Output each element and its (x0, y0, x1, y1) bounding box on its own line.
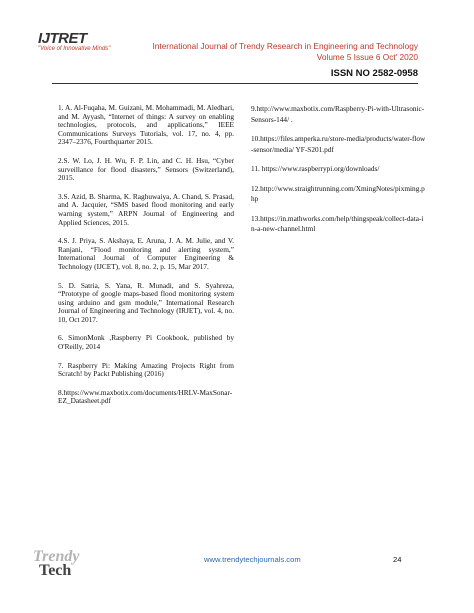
reference-9[interactable]: 9.http://www.maxbotix.com/Raspberry-Pi-with-Ultrasonic-Sensors-144/ . (251, 104, 425, 124)
reference-5: 5. D. Satria, S. Yana, R. Munadi, and S. Syahreza, “Prototype of google maps-based flood monitoring system using arduino and gsm module,” International Research Journal of Engineering and Technology (IRJET), vol. 4, no. 10, Oct 2017. (58, 280, 234, 324)
footer-logo-bottom: Tech (39, 562, 72, 579)
journal-logo (38, 30, 110, 52)
journal-header (152, 41, 418, 63)
reference-11[interactable]: 11. https://www.raspberrypi.org/downloads/ (251, 164, 380, 173)
issn-number: ISSN NO 2582-0958 (330, 68, 418, 79)
footer-logo-top: Trendy (33, 548, 80, 565)
reference-4: 4.S. J. Priya, S. Akshaya, E. Aruna, J. A. M. Julie, and V. Ranjani, “Flood monitoring and alerting system,” International Journal of Computer Engineering & Technology (IJCET), vol. 8, no. 2, p. 15, Mar 2017. (58, 236, 234, 271)
references-left-column (58, 104, 234, 416)
reference-8[interactable]: 8.https://www.maxbotix.com/documents/HRLV-MaxSonar-EZ_Datasheet.pdf (58, 387, 233, 406)
header-divider (52, 83, 418, 84)
footer-logo (33, 550, 80, 578)
logo-text: IJTRET (38, 30, 87, 47)
reference-13[interactable]: 13.https://in.mathworks.com/help/thingspeak/collect-data-in-a-new-channel.html (251, 213, 424, 233)
reference-3: 3.S. Azid, B. Sharma, K. Raghuwaiya, A. Chand, S. Prasad, and A. Jacquier, “SMS based flood monitoring and early warning system,” ARPN Journal of Engineering and Applied Sciences, 2015. (58, 191, 234, 227)
logo-tagline: "Voice of Innovative Minds" (38, 46, 111, 52)
reference-6: 6. SimonMonk ,Raspberry Pi Cookbook, published by O'Reilly, 2014 (58, 333, 234, 352)
journal-name: International Journal of Trendy Research in Engineering and Technology (152, 41, 418, 51)
reference-1: 1. A. Al-Fuqaha, M. Guizani, M. Mohammadi, M. Aledhari, and M. Ayyash, “Internet of things: A survey on enabling technologies, protocols, and applications,” IEEE Communications Surveys Tutorials, vol. 17, no. 4, pp. 2347–2376, Fourthquarter 2015. (58, 103, 234, 147)
journal-website-link[interactable]: www.trendytechjournals.com (204, 555, 301, 564)
reference-12[interactable]: 12.http://www.straightrunning.com/XmingNotes/pixming.php (251, 183, 425, 203)
page-number: 24 (393, 555, 402, 564)
reference-10[interactable]: 10.https://files.amperka.ru/store-media/products/water-flow-sensor/media/ YF-S201.pdf (251, 134, 426, 154)
volume-issue: Volume 5 Issue 6 Oct' 2020 (316, 52, 418, 62)
reference-2: 2.S. W. Lo, J. H. Wu, F. P. Lin, and C. H. Hsu, “Cyber surveillance for flood disasters,” Sensors (Switzerland), 2015. (58, 155, 234, 183)
reference-7: 7. Raspberry Pi: Making Amazing Projects Right from Scratch! by Packt Publishing (2016) (58, 360, 234, 379)
references-right-column (251, 104, 426, 244)
